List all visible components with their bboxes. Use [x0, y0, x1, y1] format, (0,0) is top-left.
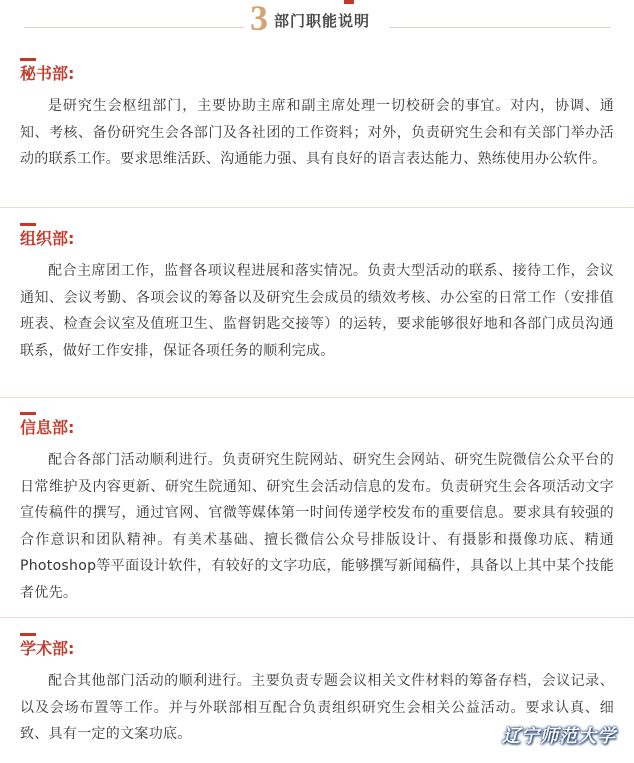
- header-divider-left: [24, 27, 244, 28]
- section-accent-bar: [20, 633, 36, 636]
- section-title: 学术部:: [20, 639, 75, 658]
- section-accent-bar: [20, 223, 36, 226]
- header-divider-right: [390, 27, 610, 28]
- section-title: 组织部:: [20, 229, 75, 248]
- section-body: 是研究生会枢纽部门，主要协助主席和副主席处理一切校研会的事宜。对内，协调、通知、考核、备份研究生会各部门及各社团的工作资料；对外，负责研究生会和有关部门举办活动的联系工作。要求思维活跃、沟通能力强、具有良好的语言表达能力、熟练使用办公软件。: [20, 98, 614, 167]
- section-title: 秘书部:: [20, 64, 75, 83]
- section-accent-bar: [20, 412, 36, 415]
- section-divider: [0, 397, 634, 398]
- university-watermark: 辽宁师范大学: [502, 726, 616, 747]
- header-title: 部门职能说明: [274, 12, 371, 30]
- section-body: 配合主席团工作，监督各项议程进展和落实情况。负责大型活动的联系、接待工作，会议通知、会议考勤、各项会议的筹备以及研究生会成员的绩效考核、办公室的日常工作（安排值班表、检查会议室及值班卫生、监督钥匙交接等）的运转，要求能够很好地和各部门成员沟通联系，做好工作安排，保证各项任务的顺利完成。: [20, 263, 614, 359]
- section-divider: [0, 207, 634, 208]
- header-number: 3: [250, 0, 268, 38]
- section-body: 配合各部门活动顺利进行。负责研究生院网站、研究生会网站、研究生院微信公众平台的日常维护及内容更新、研究生院通知、研究生会活动信息的发布。负责研究生会各项活动文字宣传稿件的撰写，通过官网、官微等媒体第一时间传递学校发布的重要信息。要求具有较强的合作意识和团队精神。有美术基础、擅长微信公众号排版设计、有摄影和摄像功底、精通Photoshop等平面设计软件，有较好的文字功底，能够撰写新闻稿件，具备以上其中某个技能者优先。: [20, 452, 614, 601]
- section-header: [0, 0, 634, 40]
- section-divider: [0, 617, 634, 618]
- header-accent-mark: [344, 0, 354, 4]
- section-title: 信息部:: [20, 418, 75, 437]
- section-body: 配合其他部门活动的顺利进行。主要负责专题会议相关文件材料的筹备存档，会议记录、以及会场布置等工作。并与外联部相互配合负责组织研究生会相关公益活动。要求认真、细致、具有一定的文案功底。: [20, 673, 614, 742]
- section-accent-bar: [20, 58, 36, 61]
